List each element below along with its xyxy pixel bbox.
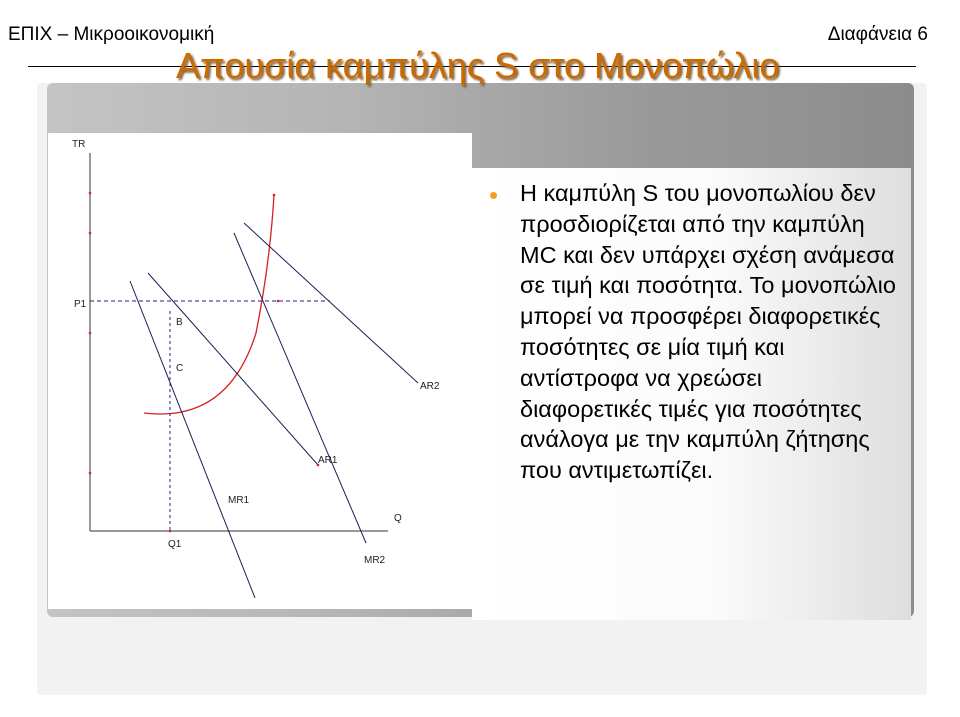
label-p1: P1 [74,299,87,310]
label-ar2: AR2 [420,381,440,392]
mc-curve [144,195,274,414]
label-b: B [176,317,183,328]
mr2-line [234,233,366,543]
slide-title: Απουσία καμπύλης S στο Μονοπώλιο [176,45,780,86]
bullet-text: Η καμπύλη S του μονοπωλίου δεν προσδιορίζεται από την καμπύλη MC και δεν υπάρχει σχέση ανάμεσα σε τιμή και ποσότητα. Το μονοπώλιο μπορεί να προσφέρει διαφορετικές ποσότητες σε μία τιμή και αντίστροφα να χρεώσει διαφορετικές τιμές για ποσότητες ανάλογα με την καμπύλη ζήτησης που αντιμετωπίζει. [520,180,896,484]
monopoly-diagram [48,133,472,609]
label-q: Q [394,513,402,524]
label-mr2: MR2 [364,555,386,566]
ar2-line [244,223,418,383]
mr1-line [130,281,255,598]
curve-markers [89,192,320,533]
bullet-dot-icon [490,192,497,199]
label-tr: TR [72,139,86,150]
header-course-title: ΕΠΙΧ – Μικροοικονομική [8,24,215,45]
header-slide-number: Διαφάνεια 6 [827,24,928,45]
label-ar1: AR1 [318,455,338,466]
label-mr1: MR1 [228,495,250,506]
label-c: C [176,363,184,374]
diagram-svg [48,133,472,609]
label-q1: Q1 [168,539,182,550]
ar1-line [148,273,318,465]
